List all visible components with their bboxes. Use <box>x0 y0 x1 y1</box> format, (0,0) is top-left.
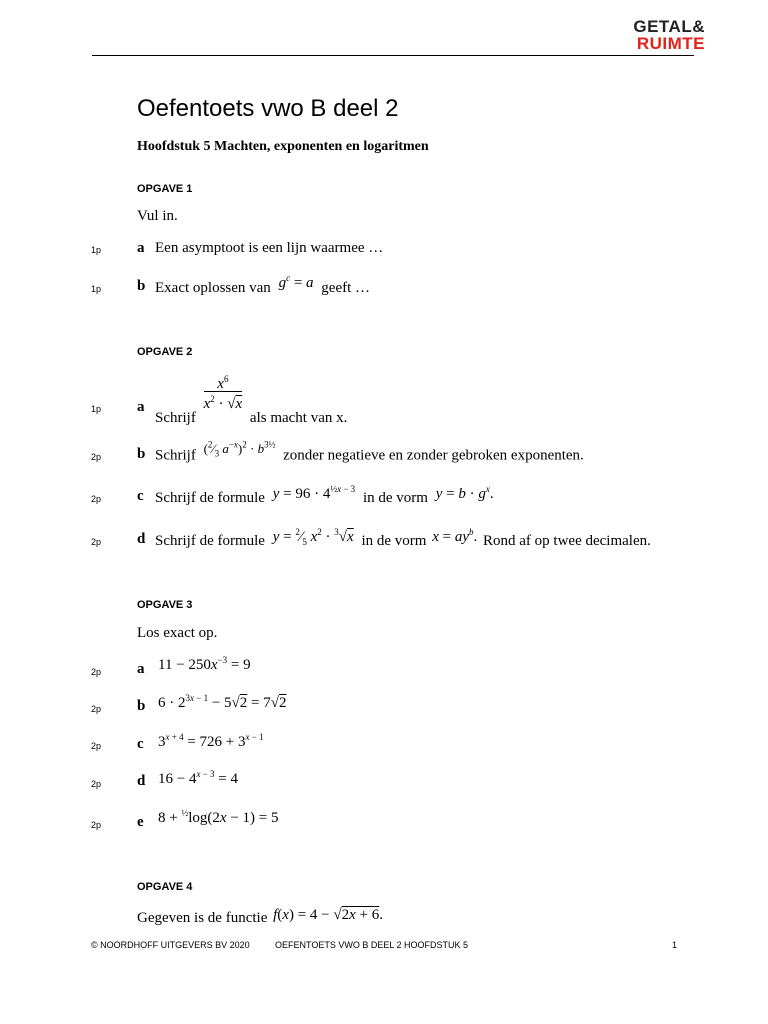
opgave-4-intro <box>137 907 384 927</box>
label-2c: c <box>137 488 144 504</box>
points-3b: 2p <box>91 704 102 714</box>
label-1a: a <box>137 240 145 256</box>
footer-page-number: 1 <box>672 940 678 950</box>
page-title: Oefentoets vwo B deel 2 <box>137 95 399 122</box>
formula-2c-given: $y = 96 \cdot 4^{\frac{1}{2}x - 3}$ <box>272 484 356 502</box>
label-2b: b <box>137 446 146 462</box>
question-2c-text <box>155 484 494 507</box>
question-1b-after: geeft … <box>321 280 371 296</box>
label-3b: b <box>137 698 146 714</box>
opgave-4-intro-text: Gegeven is de functie <box>137 910 268 926</box>
opgave-4-heading: OPGAVE 4 <box>137 881 193 893</box>
logo-line-2: RUIMTE <box>636 34 705 53</box>
question-2d-after: Rond af op twee decimalen. <box>483 533 651 549</box>
equation-3a: $11 - 250x^{-3} = 9$ <box>158 655 251 673</box>
formula-2a: $\frac{x^6}{x^2 \cdot √x}$ <box>203 374 243 412</box>
opgave-2-heading: OPGAVE 2 <box>137 346 193 358</box>
question-2a-after: als macht van x. <box>249 409 348 426</box>
question-2a-text <box>155 372 348 426</box>
question-2d-before: Schrijf de formule <box>155 533 265 549</box>
label-1b: b <box>137 278 146 294</box>
points-3d: 2p <box>91 779 102 789</box>
question-2c-mid: in de vorm <box>362 490 428 506</box>
formula-2c-target: $y = b \cdot g^x$. <box>435 484 494 502</box>
question-2b-after: zonder negatieve en zonder gebroken exponenten. <box>283 447 584 464</box>
points-1b: 1p <box>91 284 102 294</box>
chapter-subtitle: Hoofdstuk 5 Machten, exponenten en logaritmen <box>137 139 429 154</box>
formula-1b: $g^c = a$ <box>278 273 314 291</box>
formula-2b: ($^2⁄_3$ $a^{-x})^2 \cdot b^{3\frac{1}{2}}$ <box>203 440 276 459</box>
label-3a: a <box>137 661 145 677</box>
points-2c: 2p <box>91 494 102 504</box>
formula-2d-target: $x = ay^b$. <box>432 527 478 545</box>
footer-document-title: OEFENTOETS VWO B DEEL 2 HOOFDSTUK 5 <box>275 940 469 950</box>
question-1a-text: Een asymptoot is een lijn waarmee … <box>155 240 384 256</box>
question-2d-mid: in de vorm <box>361 533 427 549</box>
header-rule <box>92 55 694 56</box>
equation-3e: 8 + $^{\frac{1}{2}}$log(2x − 1) = 5 <box>158 808 279 826</box>
points-2d: 2p <box>91 537 102 547</box>
formula-2d-given: $y = ^2⁄_5$ $x^2 \cdot ^3√x$ <box>272 527 354 547</box>
label-2d: d <box>137 531 146 547</box>
opgave-3-intro: Los exact op. <box>137 625 218 641</box>
points-2b: 2p <box>91 452 102 462</box>
publisher-logo <box>633 18 705 52</box>
equation-3d: $16 - 4^{x - 3} = 4$ <box>158 769 239 787</box>
equation-3c: $3^{x + 4} = 726 + 3^{x - 1}$ <box>158 732 264 750</box>
question-2a-before: Schrijf <box>155 409 196 426</box>
label-3e: e <box>137 814 144 830</box>
question-2d-text <box>155 527 651 551</box>
logo-line-1: GETAL& <box>633 17 705 36</box>
points-2a: 1p <box>91 404 102 414</box>
opgave-3-heading: OPGAVE 3 <box>137 599 193 611</box>
opgave-1-intro: Vul in. <box>137 208 178 224</box>
equation-3b: $6 \cdot 2^{3x - 1} - 5√2 = 7√2$ <box>158 693 287 711</box>
question-2c-before: Schrijf de formule <box>155 490 265 506</box>
label-3c: c <box>137 736 144 752</box>
function-f: f(x) = 4 − √2x + 6. <box>273 907 384 923</box>
label-2a: a <box>137 399 145 415</box>
label-3d: d <box>137 773 146 789</box>
question-2b-before: Schrijf <box>155 447 196 464</box>
question-2b-text <box>155 440 584 465</box>
points-3e: 2p <box>91 820 102 830</box>
question-1b-before: Exact oplossen van <box>155 280 271 296</box>
opgave-1-heading: OPGAVE 1 <box>137 183 193 195</box>
points-3a: 2p <box>91 667 102 677</box>
points-1a: 1p <box>91 245 102 255</box>
footer-copyright: © NOORDHOFF UITGEVERS BV 2020 <box>91 940 250 950</box>
points-3c: 2p <box>91 741 102 751</box>
question-1b-text <box>155 273 371 297</box>
